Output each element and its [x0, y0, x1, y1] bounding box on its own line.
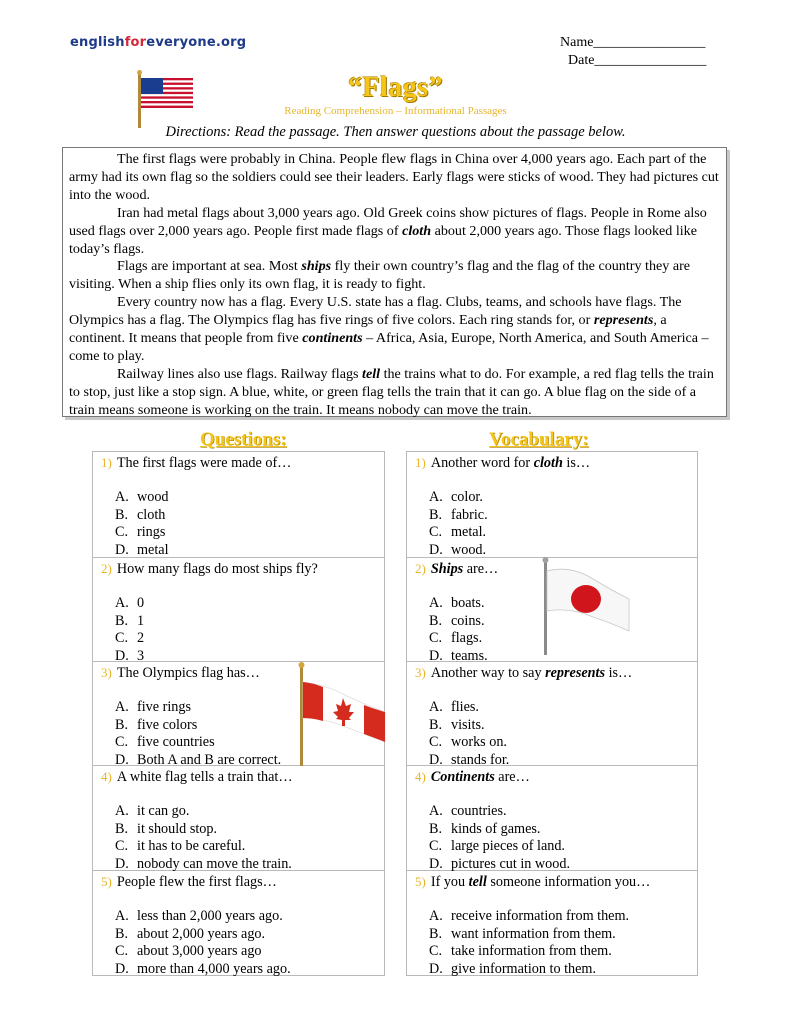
answer-option[interactable]: B. it should stop. [115, 820, 218, 837]
answer-option[interactable]: A. 0 [115, 595, 145, 611]
question-number: 5) [415, 874, 426, 889]
directions: Directions: Read the passage. Then answer questions about the passage below. [165, 124, 626, 140]
name-field: Name________________ [560, 35, 706, 50]
question-number: 3) [101, 665, 112, 680]
answer-option[interactable]: B. coins. [429, 612, 485, 629]
answer-option[interactable]: A. wood [115, 489, 169, 505]
vocab-question-5: 5) If you tell someone information you… A. receive information from them. B. want information from them. C. take information from them. D. give information to them. [407, 871, 697, 976]
answer-option[interactable]: B. cloth [115, 506, 166, 523]
answer-option[interactable]: B. about 2,000 years ago. [115, 925, 266, 942]
answer-option[interactable]: D. teams. [429, 648, 488, 665]
answer-option[interactable]: D. metal [115, 542, 169, 559]
vocab-word: tell [362, 365, 381, 382]
answer-option[interactable]: D. nobody can move the train. [115, 856, 292, 873]
passage-text: , a continent. It means that people from five [69, 312, 667, 347]
passage-paragraph [69, 366, 720, 420]
passage-text: Flags are important at sea. Most [117, 258, 302, 275]
site-logo [70, 35, 246, 50]
vocabulary-heading: Vocabulary: [489, 429, 589, 450]
answer-option[interactable]: A. countries. [429, 803, 507, 819]
question-4 [93, 766, 384, 871]
answer-option[interactable]: C. works on. [429, 734, 507, 751]
answer-option[interactable]: B. fabric. [429, 506, 488, 523]
answer-option[interactable]: C. large pieces of land. [429, 838, 565, 855]
answer-option[interactable]: C. take information from them. [429, 943, 612, 960]
logo-prefix: english [70, 35, 125, 50]
vocab-word: ships [301, 258, 332, 275]
passage-text: Iran had metal flags about 3,000 years ago. Old Greek coins show pictures of flags. People in Rome also used flags over 2,000 years ago. People first made flags of [69, 204, 707, 239]
vocab-question-3: 3) Another way to say represents is… A. flies. B. visits. C. works on. D. stands for. [407, 662, 697, 766]
passage-paragraph [69, 294, 720, 366]
answer-option[interactable]: D. pictures cut in wood. [429, 856, 570, 873]
question-number: 2) [415, 561, 426, 576]
question-prompt: The Olympics flag has… [116, 665, 260, 681]
answer-option[interactable]: C. 2 [115, 630, 145, 647]
question-number: 1) [101, 455, 112, 470]
question-number: 4) [415, 769, 426, 784]
answer-options [101, 489, 384, 560]
answer-option[interactable]: D. give information to them. [429, 961, 596, 978]
vocab-word: cloth [402, 222, 432, 239]
answer-option[interactable]: C. about 3,000 years ago [115, 943, 262, 960]
answer-option[interactable]: D. stands for. [429, 752, 510, 769]
passage-text: about 2,000 years ago. Those flags looked like today’s flags. [69, 222, 697, 257]
page-subtitle: Reading Comprehension – Informational Passages [284, 105, 507, 117]
answer-option[interactable]: C. five countries [115, 734, 215, 751]
page-title: “Flags” [347, 72, 444, 103]
answer-option[interactable]: B. five colors [115, 716, 198, 733]
vocab-word: Continents [430, 769, 495, 785]
question-number: 1) [415, 455, 426, 470]
answer-options [415, 489, 697, 560]
reading-passage [62, 147, 727, 417]
answer-option[interactable]: D. wood. [429, 542, 487, 559]
answer-options [415, 803, 697, 874]
answer-option[interactable]: A. five rings [115, 699, 191, 715]
vocab-word: tell [468, 874, 487, 890]
passage-text: Every country now has a flag. Every U.S. state has a flag. Clubs, teams, and schools have flags. The Olympics has a flag. The Olympics flag has five rings of five colors. Each ring stands for, or [69, 294, 682, 329]
answer-option[interactable]: A. flies. [429, 699, 479, 715]
answer-option[interactable]: A. it can go. [115, 803, 190, 819]
answer-option[interactable]: D. more than 4,000 years ago. [115, 961, 291, 978]
answer-options [415, 908, 697, 979]
question-prompt: How many flags do most ships fly? [116, 561, 318, 577]
passage-paragraph: The first flags were probably in China. People flew flags in China over 4,000 years ago. Each part of the army had its own flag so the soldiers could see their leaders. Early flags were sticks of wood. They had pictures cut into the wood. [69, 151, 719, 203]
answer-options [415, 699, 697, 770]
passage-text: fly their own country’s flag and the flag of the country they are visiting. When a ship flies only its own flag, it is ready to fight. [69, 258, 691, 293]
answer-option[interactable]: C. it has to be careful. [115, 838, 246, 855]
question-5 [93, 871, 384, 976]
passage-paragraph [69, 205, 720, 259]
passage-text: the trains what to do. For example, a red flag tells the train to stop, just like a stop sign. A blue, white, or green flag tells the train that it can go. A blue flag on the side of a train means someone is working on the train. It means nobody can move the train. [69, 365, 714, 418]
canada-flag-icon [298, 662, 388, 766]
vocab-word: cloth [533, 455, 563, 471]
answer-option[interactable]: B. kinds of games. [429, 820, 541, 837]
vocab-question-1: 1) Another word for cloth is… A. color. B. fabric. C. metal. D. wood. [407, 452, 697, 558]
logo-suffix: everyone.org [146, 35, 247, 50]
answer-option[interactable]: A. receive information from them. [429, 908, 630, 924]
question-prompt: The first flags were made of… [116, 455, 292, 471]
question-number: 4) [101, 769, 112, 784]
vocab-word: Ships [430, 561, 464, 577]
vocab-word: represents [593, 312, 654, 329]
answer-option[interactable]: A. less than 2,000 years ago. [115, 908, 283, 924]
answer-option[interactable]: C. rings [115, 524, 166, 541]
question-prompt: A white flag tells a train that… [116, 769, 293, 785]
question-prompt: People flew the first flags… [116, 874, 277, 890]
question-1 [93, 452, 384, 558]
answer-option[interactable]: D. Both A and B are correct. [115, 752, 282, 769]
vocab-question-2: 2) Ships are… A. boats. B. coins. C. flags. D. teams. [407, 558, 697, 662]
questions-heading: Questions: [200, 429, 287, 450]
answer-option[interactable]: C. metal. [429, 524, 487, 541]
answer-options [101, 595, 384, 666]
vocab-question-4: 4) Continents are… A. countries. B. kinds of games. C. large pieces of land. D. pictures cut in wood. [407, 766, 697, 871]
answer-option[interactable]: B. visits. [429, 716, 485, 733]
answer-option[interactable]: B. want information from them. [429, 925, 616, 942]
vocabulary-box [406, 451, 698, 976]
passage-paragraph [69, 258, 720, 294]
question-2 [93, 558, 384, 665]
logo-for: for [124, 35, 147, 50]
question-number: 2) [101, 561, 112, 576]
question-number: 5) [101, 874, 112, 889]
answer-option[interactable]: B. 1 [115, 612, 145, 629]
japan-flag-icon [541, 557, 633, 655]
passage-text: Railway lines also use flags. Railway flags [117, 365, 363, 382]
question-number: 3) [415, 665, 426, 680]
date-field: Date________________ [568, 53, 707, 68]
answer-option[interactable]: C. flags. [429, 630, 483, 647]
answer-option[interactable]: D. 3 [115, 648, 145, 665]
answer-option[interactable]: A. boats. [429, 595, 485, 611]
answer-options [101, 803, 384, 874]
vocab-word: represents [545, 665, 606, 681]
answer-options [101, 908, 384, 979]
answer-option[interactable]: A. color. [429, 489, 483, 505]
vocab-word: continents [302, 330, 363, 347]
passage-text: – Africa, Asia, Europe, North America, and South America – come to play. [69, 330, 709, 364]
